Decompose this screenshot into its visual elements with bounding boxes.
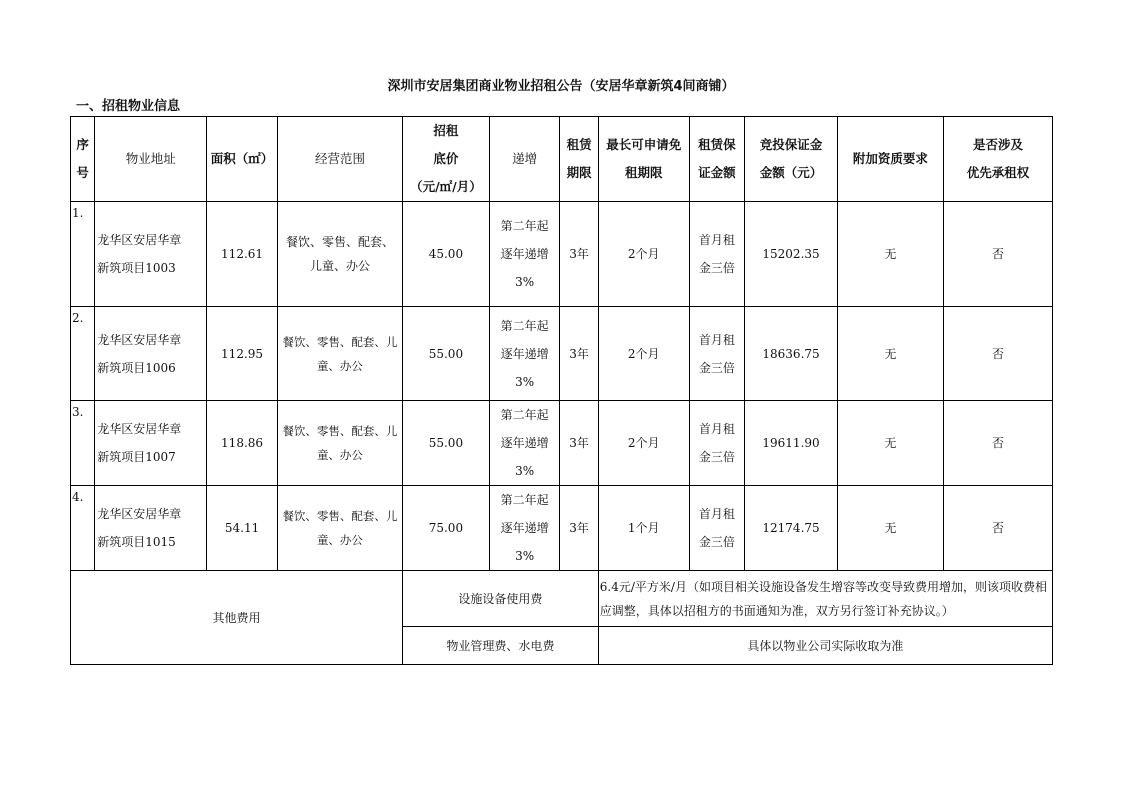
row-increment: 第二年起 逐年递增 3% (489, 486, 560, 571)
header-address: 物业地址 (95, 117, 207, 202)
row-lease-term: 3年 (560, 202, 598, 307)
section-heading: 一、招租物业信息 (76, 99, 181, 114)
row-scope: 餐饮、零售、配套、儿 童、办公 (277, 307, 402, 401)
row-bid-deposit: 12174.75 (745, 486, 838, 571)
row-increment: 第二年起 逐年递增 3% (489, 401, 560, 486)
management-fee-label: 物业管理费、水电费 (403, 627, 599, 665)
header-bid-deposit: 竞投保证金 金额（元） (745, 117, 838, 202)
row-lease-term: 3年 (560, 307, 598, 401)
row-requirements: 无 (837, 307, 943, 401)
row-address: 龙华区安居华章 新筑项目1007 (95, 401, 207, 486)
header-base-price: 招租 底价 （元/㎡/月） (403, 117, 490, 202)
header-requirements: 附加资质要求 (837, 117, 943, 202)
row-deposit: 首月租 金三倍 (689, 202, 745, 307)
facility-fee-text: 6.4元/平方米/月（如项目相关设施设备发生增容等改变导致费用增加，则该项收费相应调整，具体以招租方的书面通知为准，双方另行签订补充协议。） (598, 571, 1052, 627)
row-priority: 否 (943, 307, 1052, 401)
row-base-price: 45.00 (403, 202, 490, 307)
row-base-price: 55.00 (403, 401, 490, 486)
row-index: 1. (71, 202, 95, 307)
other-fees-label: 其他费用 (71, 571, 403, 665)
row-address: 龙华区安居华章 新筑项目1015 (95, 486, 207, 571)
row-area: 54.11 (207, 486, 278, 571)
row-bid-deposit: 15202.35 (745, 202, 838, 307)
row-rent-free: 1个月 (598, 486, 689, 571)
row-lease-term: 3年 (560, 486, 598, 571)
row-base-price: 75.00 (403, 486, 490, 571)
facility-fee-label: 设施设备使用费 (403, 571, 599, 627)
header-scope: 经营范围 (277, 117, 402, 202)
table-row (71, 202, 1053, 307)
row-requirements: 无 (837, 486, 943, 571)
property-table (70, 116, 1053, 665)
row-priority: 否 (943, 486, 1052, 571)
row-scope: 餐饮、零售、配套、 儿童、办公 (277, 202, 402, 307)
row-rent-free: 2个月 (598, 401, 689, 486)
row-address: 龙华区安居华章 新筑项目1003 (95, 202, 207, 307)
row-index: 3. (71, 401, 95, 486)
row-deposit: 首月租 金三倍 (689, 486, 745, 571)
row-deposit: 首月租 金三倍 (689, 307, 745, 401)
row-scope: 餐饮、零售、配套、儿 童、办公 (277, 486, 402, 571)
table-row (71, 486, 1053, 571)
row-bid-deposit: 19611.90 (745, 401, 838, 486)
row-rent-free: 2个月 (598, 307, 689, 401)
row-requirements: 无 (837, 401, 943, 486)
row-area: 112.61 (207, 202, 278, 307)
row-deposit: 首月租 金三倍 (689, 401, 745, 486)
row-area: 118.86 (207, 401, 278, 486)
row-rent-free: 2个月 (598, 202, 689, 307)
row-priority: 否 (943, 202, 1052, 307)
header-rent-free: 最长可申请免 租期限 (598, 117, 689, 202)
header-index: 序 号 (71, 117, 95, 202)
header-deposit: 租赁保 证金额 (689, 117, 745, 202)
header-area: 面积（㎡） (207, 117, 278, 202)
row-increment: 第二年起 逐年递增 3% (489, 202, 560, 307)
table-row (71, 307, 1053, 401)
management-fee-text: 具体以物业公司实际收取为准 (598, 627, 1052, 665)
row-requirements: 无 (837, 202, 943, 307)
row-index: 4. (71, 486, 95, 571)
row-bid-deposit: 18636.75 (745, 307, 838, 401)
page-title: 深圳市安居集团商业物业招租公告（安居华章新筑4间商铺） (387, 79, 735, 94)
header-increment: 递增 (489, 117, 560, 202)
row-increment: 第二年起 逐年递增 3% (489, 307, 560, 401)
row-scope: 餐饮、零售、配套、儿 童、办公 (277, 401, 402, 486)
table-header-row (71, 117, 1053, 202)
row-priority: 否 (943, 401, 1052, 486)
other-fees-row-facility (71, 571, 1053, 627)
row-base-price: 55.00 (403, 307, 490, 401)
row-index: 2. (71, 307, 95, 401)
row-lease-term: 3年 (560, 401, 598, 486)
row-area: 112.95 (207, 307, 278, 401)
row-address: 龙华区安居华章 新筑项目1006 (95, 307, 207, 401)
table-row (71, 401, 1053, 486)
header-priority: 是否涉及 优先承租权 (943, 117, 1052, 202)
header-lease-term: 租赁 期限 (560, 117, 598, 202)
